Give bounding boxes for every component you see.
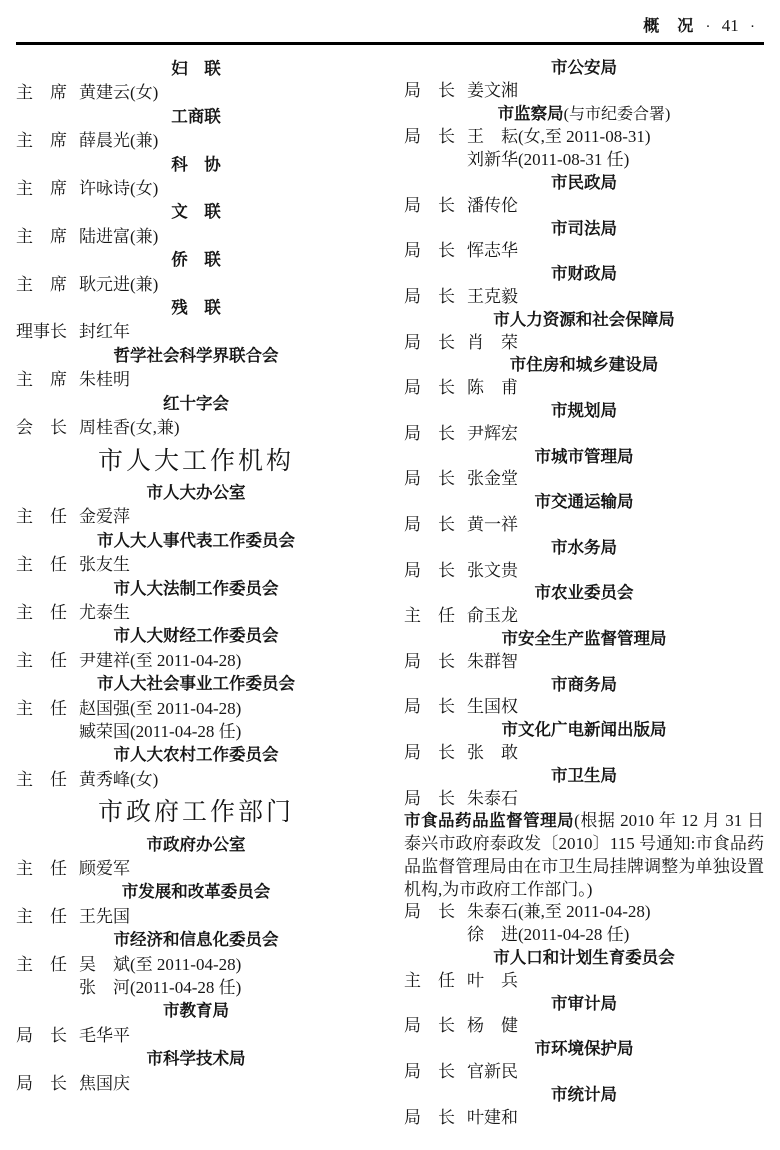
role-label: 主 任 <box>16 954 67 974</box>
org-heading <box>16 672 376 696</box>
org-heading <box>16 200 376 224</box>
official-name: 朱泰石(兼,至 2011-04-28) <box>467 902 651 922</box>
official-name: 王 耘(女,至 2011-08-31) <box>467 127 651 147</box>
org-heading <box>16 296 376 320</box>
org-heading <box>404 993 764 1016</box>
official-name: 薛晨光(兼) <box>79 131 159 151</box>
org-heading-text: 工商联 <box>171 107 221 126</box>
org-heading-text: 市食品药品监督管理局 <box>404 812 575 831</box>
org-heading-text: 市城市管理局 <box>534 447 634 466</box>
org-heading <box>404 354 764 377</box>
official-name: 许咏诗(女) <box>79 179 159 199</box>
dot-separator: · <box>705 19 711 35</box>
official-entry <box>404 195 764 218</box>
role-label: 局 长 <box>404 332 455 352</box>
official-name: 张文贵 <box>467 560 518 580</box>
official-entry <box>16 81 376 104</box>
official-entry <box>404 514 764 537</box>
org-heading-text: 市科学技术局 <box>146 1050 246 1069</box>
official-name: 姜文湘 <box>467 80 518 100</box>
right-column <box>404 57 764 1129</box>
org-heading <box>16 344 376 368</box>
official-name-continuation: 臧荣国(2011-04-28 任) <box>79 721 242 741</box>
org-heading <box>16 928 376 952</box>
role-label: 局 长 <box>16 1025 67 1045</box>
role-label: 主 席 <box>16 274 67 294</box>
org-heading <box>16 153 376 177</box>
role-label: 局 长 <box>404 423 455 443</box>
org-heading-text: 科 协 <box>171 155 221 174</box>
official-name: 潘传伦 <box>467 195 518 215</box>
role-label: 局 长 <box>404 127 455 147</box>
page-number: 41 <box>721 16 739 35</box>
official-entry <box>16 649 376 672</box>
official-name: 朱群智 <box>467 651 518 671</box>
official-entry <box>16 697 376 720</box>
official-name: 赵国强(至 2011-04-28) <box>79 698 242 718</box>
left-column <box>16 57 376 1129</box>
official-name: 叶 兵 <box>467 970 518 990</box>
org-heading-text: 侨 联 <box>171 251 221 270</box>
org-heading <box>16 1047 376 1071</box>
official-entry <box>404 468 764 491</box>
org-heading <box>404 400 764 423</box>
org-heading <box>16 743 376 767</box>
official-name: 生国权 <box>467 697 518 717</box>
org-heading-text: 文 联 <box>171 203 221 222</box>
role-label: 局 长 <box>404 469 455 489</box>
role-label: 主 席 <box>16 83 67 103</box>
org-heading-text: 市人大农村工作委员会 <box>113 746 279 765</box>
org-heading-text: 市政府办公室 <box>146 835 246 854</box>
official-entry <box>16 225 376 248</box>
official-entry <box>404 560 764 583</box>
org-heading-text: 市人口和计划生育委员会 <box>493 949 675 968</box>
official-entry <box>404 423 764 446</box>
role-label: 局 长 <box>404 514 455 534</box>
role-label: 局 长 <box>404 286 455 306</box>
org-heading-text: 市水务局 <box>551 538 617 557</box>
org-heading-text: 市交通运输局 <box>534 493 634 512</box>
official-entry <box>404 1015 764 1038</box>
official-entry <box>16 273 376 296</box>
official-name: 陆进富(兼) <box>79 226 159 246</box>
org-heading-text: 市规划局 <box>551 401 617 420</box>
official-name: 肖 荣 <box>467 332 518 352</box>
official-name: 尹建祥(至 2011-04-28) <box>79 650 242 670</box>
org-heading-text: 市住房和城乡建设局 <box>509 356 659 375</box>
role-label: 局 长 <box>404 1107 455 1127</box>
section-title: 市政府工作部门 <box>97 799 294 827</box>
dot-separator: · <box>750 19 755 35</box>
official-entry <box>16 553 376 576</box>
org-heading-text: 哲学社会科学界联合会 <box>113 346 279 365</box>
official-entry <box>404 901 764 924</box>
official-name: 朱泰石 <box>467 788 518 808</box>
official-name: 吴 斌(至 2011-04-28) <box>79 954 242 974</box>
org-heading-note: (与市纪委合署) <box>563 105 671 123</box>
org-heading-text: 市审计局 <box>551 994 617 1013</box>
org-heading <box>404 628 764 651</box>
org-heading <box>404 537 764 560</box>
org-heading <box>404 674 764 697</box>
official-entry <box>16 905 376 928</box>
org-heading-text: 市人大社会事业工作委员会 <box>97 675 295 694</box>
org-heading <box>16 392 376 416</box>
org-heading <box>404 172 764 195</box>
official-name: 封红年 <box>79 322 130 342</box>
role-label: 局 长 <box>404 902 455 922</box>
org-heading-text: 市人大人事代表工作委员会 <box>97 531 295 550</box>
org-heading <box>404 1038 764 1061</box>
org-heading-text: 市安全生产监督管理局 <box>501 629 667 648</box>
role-label: 主 席 <box>16 179 67 199</box>
official-name: 杨 健 <box>467 1016 518 1036</box>
official-entry <box>404 605 764 628</box>
official-name: 周桂香(女,兼) <box>79 418 180 438</box>
official-entry <box>16 416 376 439</box>
section-title: 市人大工作机构 <box>97 447 294 475</box>
role-label: 主 任 <box>16 859 67 878</box>
official-name: 陈 甫 <box>467 378 518 398</box>
official-name: 焦国庆 <box>79 1073 130 1093</box>
page-header <box>643 13 762 36</box>
official-name: 黄秀峰(女) <box>79 769 159 789</box>
official-entry <box>404 286 764 309</box>
official-entry <box>16 368 376 391</box>
official-name: 官新民 <box>467 1062 518 1082</box>
role-label: 局 长 <box>404 1016 455 1036</box>
role-label: 会 长 <box>16 418 67 438</box>
official-entry <box>404 1107 764 1130</box>
role-label: 局 长 <box>404 788 455 808</box>
org-heading-text: 市文化广电新闻出版局 <box>501 721 667 740</box>
official-name: 张友生 <box>79 555 130 575</box>
official-entry <box>404 80 764 103</box>
official-name: 王克毅 <box>467 286 518 306</box>
role-label: 局 长 <box>16 1073 67 1093</box>
role-label: 局 长 <box>404 80 455 100</box>
org-heading <box>16 833 376 857</box>
org-heading-text: 妇 联 <box>171 60 221 78</box>
role-label: 局 长 <box>404 697 455 717</box>
org-heading <box>16 529 376 553</box>
role-label: 主 席 <box>16 131 67 151</box>
org-heading-text: 市人大财经工作委员会 <box>113 627 279 646</box>
page-content <box>16 57 764 1129</box>
official-name: 黄一祥 <box>467 514 518 534</box>
official-name: 顾爱军 <box>79 859 130 878</box>
chapter-title: 概 况 <box>643 18 695 35</box>
official-entry <box>16 953 376 976</box>
role-label: 主 任 <box>16 906 67 926</box>
role-label: 主 任 <box>404 970 455 990</box>
org-heading-text: 市司法局 <box>551 219 617 238</box>
org-heading <box>16 577 376 601</box>
official-entry <box>404 788 764 811</box>
official-name-continuation: 张 河(2011-04-28 任) <box>79 978 242 998</box>
role-label: 理事长 <box>16 322 67 342</box>
official-entry <box>16 129 376 152</box>
org-heading-text: 红十字会 <box>163 394 229 413</box>
official-entry <box>404 970 764 993</box>
org-note-paragraph <box>404 810 764 901</box>
org-heading-text: 市农业委员会 <box>534 584 634 603</box>
org-heading <box>404 582 764 605</box>
role-label: 局 长 <box>404 241 455 261</box>
official-entry <box>404 1061 764 1084</box>
official-name-continuation: 徐 进(2011-04-28 任) <box>467 925 630 945</box>
official-name: 尤泰生 <box>79 602 130 622</box>
org-heading <box>404 263 764 286</box>
official-name: 俞玉龙 <box>467 606 518 626</box>
org-heading-text: 市教育局 <box>163 1002 229 1021</box>
org-heading <box>16 105 376 129</box>
role-label: 主 席 <box>16 370 67 390</box>
official-entry <box>404 377 764 400</box>
org-heading <box>404 103 764 127</box>
org-heading-text: 市人力资源和社会保障局 <box>493 310 675 329</box>
org-heading <box>16 57 376 81</box>
org-heading <box>16 248 376 272</box>
org-heading-text: 市经济和信息化委员会 <box>113 931 279 950</box>
official-entry <box>16 857 376 880</box>
official-entry <box>404 651 764 674</box>
org-heading-text: 市民政局 <box>551 173 617 192</box>
role-label: 局 长 <box>404 651 455 671</box>
role-label: 主 任 <box>16 602 67 622</box>
official-entry <box>16 505 376 528</box>
role-label: 局 长 <box>404 1062 455 1082</box>
official-name: 恽志华 <box>467 241 518 261</box>
org-heading <box>404 309 764 332</box>
official-entry <box>404 742 764 765</box>
role-label: 主 任 <box>16 507 67 527</box>
org-heading <box>404 57 764 80</box>
official-entry <box>16 601 376 624</box>
role-label: 局 长 <box>404 742 455 762</box>
org-heading <box>16 481 376 505</box>
header-rule <box>16 42 764 45</box>
role-label: 主 任 <box>16 698 67 718</box>
org-heading <box>404 491 764 514</box>
official-name-continuation: 刘新华(2011-08-31 任) <box>467 150 630 170</box>
org-heading <box>404 446 764 469</box>
org-heading-text: 市统计局 <box>551 1085 617 1104</box>
official-name: 尹辉宏 <box>467 423 518 443</box>
org-heading <box>404 218 764 241</box>
org-heading-text: 市发展和改革委员会 <box>121 883 271 902</box>
org-heading-text: 残 联 <box>171 299 221 318</box>
official-entry <box>16 177 376 200</box>
official-name: 黄建云(女) <box>79 83 159 103</box>
org-note: (根据 2010 年 12 月 31 日泰兴市政府泰政发〔2010〕115 号通知:市食品药品监督管理局由在市卫生局挂牌调整为单独设置机构,为市政府工作部门。) <box>404 811 764 899</box>
org-heading <box>404 1084 764 1107</box>
org-heading-text: 市卫生局 <box>551 766 617 785</box>
official-entry <box>404 240 764 263</box>
official-name: 叶建和 <box>467 1107 518 1127</box>
org-heading-text: 市商务局 <box>551 675 617 694</box>
org-heading-text: 市环境保护局 <box>534 1040 634 1059</box>
org-heading <box>16 624 376 648</box>
official-entry <box>16 1024 376 1047</box>
official-name: 朱桂明 <box>79 370 130 390</box>
org-heading-text: 市人大办公室 <box>146 483 246 502</box>
org-heading <box>16 880 376 904</box>
role-label: 局 长 <box>404 195 455 215</box>
role-label: 主 席 <box>16 226 67 246</box>
official-name: 王先国 <box>79 906 130 926</box>
role-label: 主 任 <box>16 650 67 670</box>
official-entry <box>404 126 764 149</box>
official-name: 张 敢 <box>467 742 518 762</box>
org-heading-text: 市监察局 <box>497 104 564 123</box>
org-heading-text: 市人大法制工作委员会 <box>113 579 279 598</box>
org-heading-text: 市财政局 <box>551 265 617 284</box>
official-entry <box>16 320 376 343</box>
official-entry <box>404 696 764 719</box>
official-name: 金爱萍 <box>79 507 130 527</box>
role-label: 主 任 <box>16 769 67 789</box>
official-name: 张金堂 <box>467 469 518 489</box>
org-heading <box>16 999 376 1023</box>
official-entry <box>16 768 376 791</box>
role-label: 局 长 <box>404 560 455 580</box>
official-entry <box>16 1072 376 1095</box>
org-heading <box>404 947 764 970</box>
org-heading-text: 市公安局 <box>551 59 617 77</box>
official-name: 毛华平 <box>79 1025 130 1045</box>
role-label: 主 任 <box>404 606 455 626</box>
official-name: 耿元进(兼) <box>79 274 159 294</box>
org-heading <box>404 765 764 788</box>
role-label: 局 长 <box>404 378 455 398</box>
role-label: 主 任 <box>16 555 67 575</box>
official-entry <box>404 332 764 355</box>
org-heading <box>404 719 764 742</box>
